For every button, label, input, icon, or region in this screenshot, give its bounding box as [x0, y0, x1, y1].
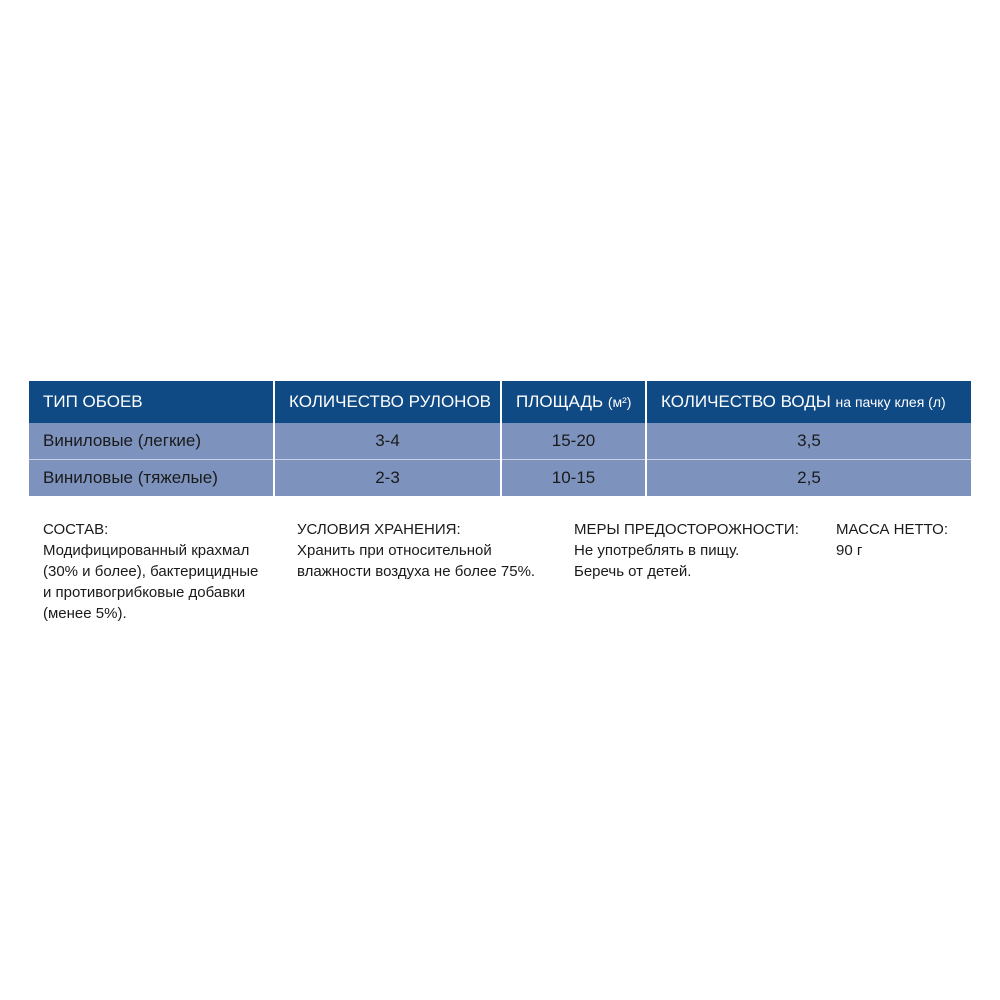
cell-roll-count: 2-3: [274, 460, 501, 497]
composition-line: (30% и более), бактерицидные: [43, 563, 259, 580]
net-weight-block: [836, 519, 948, 561]
specification-table: [29, 381, 971, 496]
header-unit: на пачку клея (л): [835, 394, 946, 410]
composition-line: Модифицированный крахмал: [43, 542, 250, 559]
header-label: КОЛИЧЕСТВО ВОДЫ: [661, 392, 831, 411]
header-unit: (м²): [607, 394, 632, 410]
composition-block: [43, 519, 258, 624]
cell-water-amount: 2,5: [646, 460, 971, 497]
header-area: [501, 381, 646, 423]
storage-block: [297, 519, 535, 582]
storage-line: Хранить при относительной: [297, 542, 492, 559]
header-water-amount: [646, 381, 971, 423]
precautions-block: [574, 519, 799, 582]
precautions-title: МЕРЫ ПРЕДОСТОРОЖНОСТИ:: [574, 521, 799, 538]
header-wallpaper-type: [29, 381, 274, 423]
composition-line: и противогрибковые добавки: [43, 584, 246, 601]
header-label: КОЛИЧЕСТВО РУЛОНОВ: [289, 392, 492, 411]
cell-wallpaper-type: Виниловые (легкие): [29, 423, 274, 460]
cell-wallpaper-type: Виниловые (тяжелые): [29, 460, 274, 497]
net-weight-value: 90 г: [836, 542, 863, 559]
header-roll-count: [274, 381, 501, 423]
header-label: ПЛОЩАДЬ: [516, 392, 604, 411]
cell-water-amount: 3,5: [646, 423, 971, 460]
cell-area: 10-15: [501, 460, 646, 497]
table-row: [29, 460, 971, 497]
cell-roll-count: 3-4: [274, 423, 501, 460]
header-label: ТИП ОБОЕВ: [43, 392, 143, 411]
table-row: [29, 423, 971, 460]
storage-title: УСЛОВИЯ ХРАНЕНИЯ:: [297, 521, 461, 538]
precautions-line: Не употреблять в пищу.: [574, 542, 740, 559]
table-header-row: [29, 381, 971, 423]
cell-area: 15-20: [501, 423, 646, 460]
composition-title: СОСТАВ:: [43, 521, 109, 538]
precautions-line: Беречь от детей.: [574, 563, 692, 580]
net-weight-title: МАССА НЕТТО:: [836, 521, 949, 538]
storage-line: влажности воздуха не более 75%.: [297, 563, 536, 580]
composition-line: (менее 5%).: [43, 605, 127, 622]
